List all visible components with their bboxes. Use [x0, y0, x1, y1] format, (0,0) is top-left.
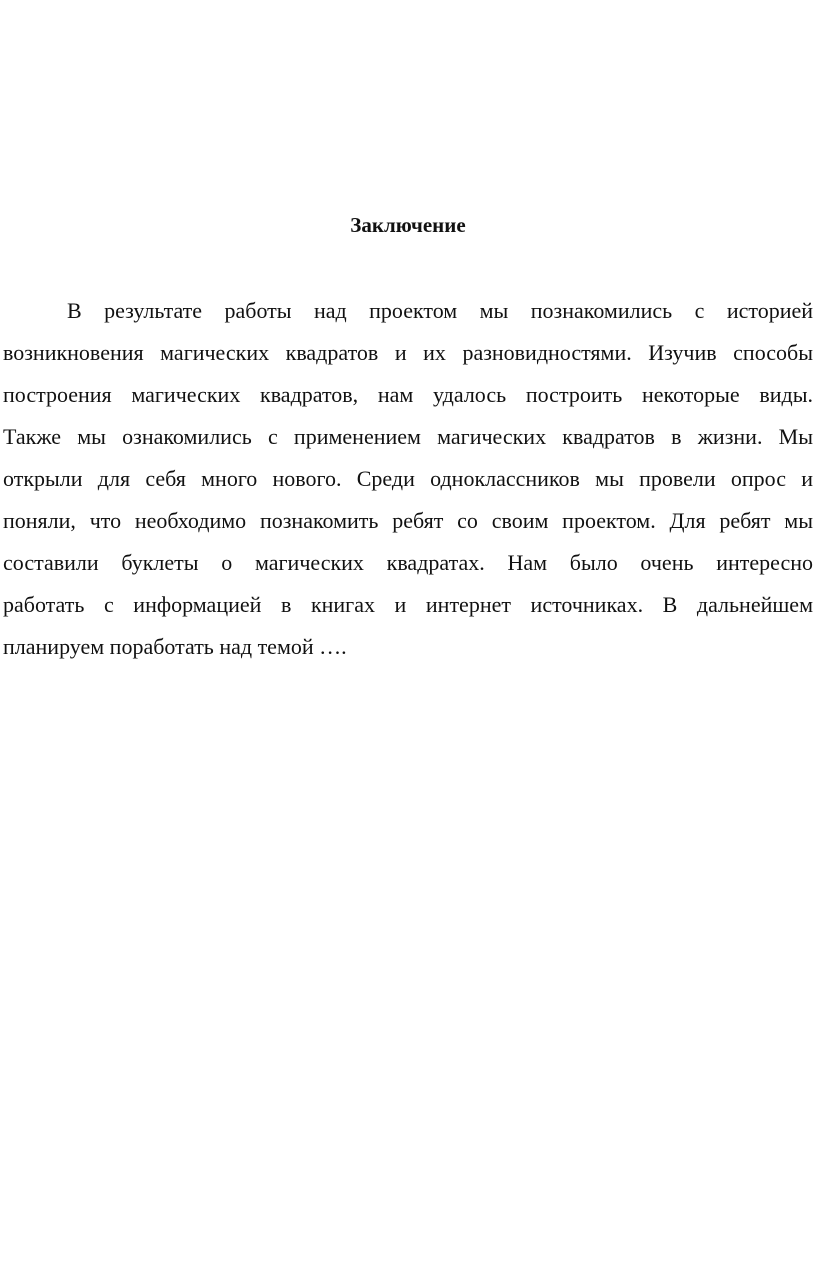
paragraph-line: В результате работы над проектом мы познакомились с историей [67, 298, 813, 323]
paragraph-line: открыли для себя много нового. Среди одноклассников мы провели опрос и [3, 466, 813, 491]
conclusion-paragraph [3, 290, 813, 668]
page-title: Заключение [350, 213, 466, 237]
paragraph-line: работать с информацией в книгах и интернет источниках. В дальнейшем [3, 592, 813, 617]
paragraph-line: построения магических квадратов, нам удалось построить некоторые виды. [3, 382, 813, 407]
paragraph-line: возникновения магических квадратов и их разновидностями. Изучив способы [3, 340, 813, 365]
paragraph-line: составили буклеты о магических квадратах. Нам было очень интересно [3, 550, 813, 575]
paragraph-line: планируем поработать над темой …. [3, 634, 347, 659]
paragraph-line: поняли, что необходимо познакомить ребят со своим проектом. Для ребят мы [3, 508, 813, 533]
paragraph-line: Также мы ознакомились с применением магических квадратов в жизни. Мы [3, 424, 813, 449]
